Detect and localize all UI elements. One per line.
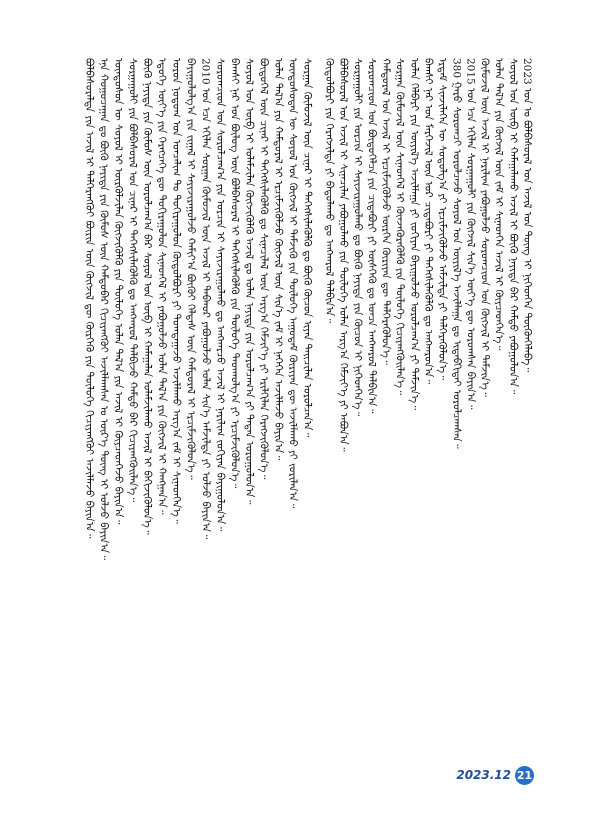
text-line: ᠰᠤᠷᠤᠭᠴᠢᠳ ᠤᠨ ᠪᠦᠲᠦᠭᠡᠯᠴᠡ ᠶᠢᠨ ᠴᠢᠳᠠᠪᠤᠷᠢ ᠶᠢ ᠥᠰᠭᠡᠬᠦ ᠳᠤ ᠣᠨᠴᠠ ᠠᠩᠬᠠᠷᠤᠯ ᠲᠠᠯᠪᠢᠨ᠎ᠠ᠃: [365, 58, 378, 414]
page-footer: [456, 764, 534, 786]
text-column-right: [323, 58, 533, 754]
text-line: ᠦᠨᠳᠦᠰᠦᠨ ᠦ ᠰᠣᠶᠣᠯ ᠢ ᠦᠷᠭᠦᠯᠵᠢᠯᠡᠨ ᠬᠥᠭᠵᠢᠭᠦᠯᠬᠦ ᠶᠢᠨ ᠲᠥᠯᠥᠭᠡ ᠣᠯᠠᠨ ᠲᠠᠯ᠎ᠠ ᠶᠢᠨ ᠠᠵᠢᠯ ᠢ ᠭᠦᠶᠴᠡᠳᠭᠡᠵᠦ ᠪᠠᠶᠢᠨ᠎ᠠ᠃: [112, 58, 125, 525]
text-line: 2023 ᠣᠨ ᠤ ᠪᠣᠯᠪᠠᠰᠤᠷᠠᠯ ᠤᠨ ᠠᠵᠢᠯ ᠤᠨ ᠳᠦᠩ ᠢ ᠨᠢᠭᠡᠳᠬᠡᠨ ᠳᠦᠭᠦᠨᠭᠡᠯᠡᠪᠡ᠃: [520, 58, 533, 373]
text-line: ᠡᠨᠡ ᠬᠤᠭᠤᠴᠠᠭᠠᠨ ᠳᠤ ᠪᠦᠬᠦ ᠨᠡᠶᠢᠲᠡ ᠶᠢᠨ ᠬᠦᠮᠦᠰ ᠦᠨ ᠬᠠᠮᠳᠤᠪᠡᠷ ᠬᠢᠴᠢᠶᠡᠩᠭᠦᠢ ᠠᠵᠢᠯᠯᠠᠭᠰᠠᠨ ᠤ ᠦᠷ᠎ᠡ ᠳᠦᠩ ᠢ ᠣᠯᠵᠤ ᠪᠠᠶᠢᠨ᠎ᠠ᠃: [97, 58, 110, 560]
text-line: ᠰᠤᠷᠭᠠᠭᠤᠯᠢ ᠶᠢᠨ ᠪᠣᠯᠪᠠᠰᠤᠷᠠᠯ ᠤᠨ ᠴᠢᠨᠠᠷ ᠢ ᠳᠡᠭᠡᠭᠰᠢᠯᠡᠭᠦᠯᠬᠦ ᠳᠤ ᠠᠩᠬᠠᠷᠤᠯ ᠲᠠᠯᠪᠢᠵᠤ ᠬᠠᠮᠲᠤ ᠪᠡᠷ ᠬᠢᠴᠢᠶᠡᠩᠭᠦᠢᠯᠡᠨ᠎ᠡ᠃: [126, 58, 139, 503]
text-line: 2010 ᠣᠨ ᠡᠴᠡ ᠡᠬᠢᠯᠡᠨ ᠰᠤᠷᠭᠠᠨ ᠬᠦᠮᠦᠵᠢᠯ ᠦᠨ ᠠᠵᠢᠯ ᠢ ᠳᠠᠪᠬᠤᠷ ᠶᠠᠪᠤᠭᠤᠯᠵᠤ ᠣᠯᠠᠨ ᠰᠢᠨ᠎ᠡ ᠠᠮᠵᠢᠯᠲᠠ ᠶᠢ ᠣᠯᠵᠤ ᠪᠠᠶᠢᠨ᠎ᠠ᠃: [199, 58, 212, 540]
text-line: ᠣᠯᠠᠨ ᠲᠠᠯ᠎ᠠ ᠶᠢᠨ ᠬᠠᠮᠲᠤᠷᠠᠯ ᠢ ᠡᠷᠴᠢᠮᠵᠢᠭᠦᠯᠵᠦ ᠬᠥᠭᠵᠢᠯ ᠦᠨ ᠰᠢᠨ᠎ᠡ ᠵᠠᠮ ᠢ ᠨᠡᠭᠡᠭᠡᠨ ᠠᠵᠢᠯᠯᠠᠵᠤ ᠪᠠᠶᠢᠨ᠎ᠠ᠃: [271, 58, 284, 461]
text-line: ᠣᠯᠠᠨ ᠲᠠᠯ᠎ᠠ ᠶᠢᠨ ᠬᠥᠭᠵᠢᠯ ᠦᠨ ᠵᠠᠮ ᠢ ᠰᠢᠨᠡᠳᠭᠡᠨ ᠠᠵᠢᠯ ᠢ ᠭᠦᠶᠴᠡᠳᠭᠡᠨ᠎ᠡ᠃: [492, 58, 505, 351]
text-line: ᠰᠤᠷᠭᠠᠨ ᠬᠦᠮᠦᠵᠢᠯ ᠦᠨ ᠴᠢᠨᠠᠷ ᠢ ᠳᠡᠭᠡᠭᠰᠢᠯᠡᠭᠦᠯᠬᠦ ᠳᠤ ᠪᠦᠬᠦ ᠬᠦᠴᠦᠨ ᠢᠶᠡᠨ ᠳᠠᠢᠴᠢᠯᠠᠨ ᠣᠷᠣᠯᠴᠠᠨ᠎ᠠ᠃: [300, 58, 313, 438]
text-column-left: [83, 58, 313, 754]
text-line: ᠬᠦᠮᠦᠵᠢᠯ ᠦᠨ ᠠᠵᠢᠯ ᠢ ᠨᠠᠷᠢᠯᠢᠭ ᠶᠠᠪᠤᠭᠤᠯᠵᠤ ᠰᠤᠷᠤᠭᠴᠢᠳ ᠤᠨ ᠬᠥᠭᠵᠢᠯ ᠢ ᠳᠡᠮᠵᠢᠨ᠎ᠡ᠃: [478, 58, 491, 397]
text-line: ᠬᠠᠮᠲᠤᠷᠠᠯ ᠤᠨ ᠠᠵᠢᠯ ᠢ ᠡᠷᠴᠢᠮᠵᠢᠭᠦᠯᠵᠦ ᠥᠷᠭᠡᠨ ᠬᠦᠷᠢᠶᠡᠨ ᠳᠦ ᠳᠡᠯᠭᠡᠷᠡᠭᠦᠯᠦᠨ᠎ᠡ᠃: [379, 58, 392, 365]
page-number-badge: 21: [515, 766, 534, 785]
text-line: ᠰᠣᠶᠣᠯ ᠤᠨ ᠥᠪ ᠢ ᠤᠯᠠᠮᠵᠢᠯᠠᠨ ᠬᠥᠭᠵᠢᠭᠦᠯᠬᠦ ᠠᠵᠢᠯ ᠳᠤ ᠣᠯᠠᠨ ᠨᠡᠶᠢᠲᠡ ᠶᠢᠨ ᠣᠷᠣᠯᠴᠠᠭ᠎ᠠ ᠶᠢ ᠲᠠᠲᠠᠨ ᠣᠷᠣᠭᠤᠯᠤᠨ᠎ᠠ᠃: [242, 58, 255, 505]
text-line: ᠰᠤᠷᠭᠠᠨ ᠬᠦᠮᠦᠵᠢᠯ ᠦᠨ ᠰᠢᠨᠡᠳᠬᠡᠯ ᠢ ᠭᠦᠨᠵᠡᠭᠦᠷᠡᠭᠦᠯᠬᠦ ᠶᠢᠨ ᠲᠥᠯᠥᠭᠡ ᠬᠢᠴᠢᠶᠡᠩᠭᠦᠢᠯᠡᠨ᠎ᠡ᠃: [393, 58, 406, 395]
text-line: ᠣᠯᠠᠨ ᠬᠡᠯᠪᠡᠷᠢ ᠶᠢᠨ ᠦᠶᠢᠯ᠎ᠡ ᠠᠵᠢᠯᠯᠠᠭᠠ ᠶᠢ ᠵᠣᠬᠢᠶᠠᠨ ᠪᠠᠶᠢᠭᠤᠯᠵᠤ ᠣᠷᠣᠯᠴᠠᠭ᠎ᠠ ᠶᠢ ᠳᠡᠮᠵᠢᠨ᠎ᠡ᠃: [407, 58, 420, 411]
text-line: ᠪᠦᠬᠦ ᠨᠡᠶᠢᠲᠡ ᠶᠢᠨ ᠬᠦᠮᠦᠰ ᠦᠨ ᠣᠷᠣᠯᠴᠠᠭ᠎ᠠ ᠪᠡᠷ ᠰᠣᠶᠣᠯ ᠤᠨ ᠥᠪ ᠢ ᠬᠠᠮᠠᠭᠠᠯᠠᠨ ᠤᠯᠠᠮᠵᠢᠯᠠᠬᠤ ᠠᠵᠢᠯ ᠢ ᠪᠡᠬᠢᠵᠢᠭᠦᠯᠦᠨ᠎ᠡ᠃: [141, 58, 154, 535]
text-line: ᠡᠷᠳᠡᠮ ᠰᠢᠨᠵᠢᠯᠡᠭᠡᠨ ᠦ ᠰᠤᠳᠤᠯᠭ᠎ᠠ ᠶᠢ ᠡᠷᠴᠢᠮᠵᠢᠭᠦᠯᠵᠦ ᠠᠮᠵᠢᠯᠲᠠ ᠶᠢ ᠳᠡᠯᠭᠡᠷᠡᠭᠦᠯᠦᠨ᠎ᠡ᠃: [436, 58, 449, 381]
text-line: ᠰᠤᠷᠭᠠᠭᠤᠯᠢ ᠶᠢᠨ ᠣᠷᠴᠢᠨ ᠢ ᠰᠠᠶᠢᠵᠢᠷᠠᠭᠤᠯᠬᠤ ᠳᠤ ᠪᠦᠬᠦ ᠨᠡᠶᠢᠲᠡ ᠶᠢᠨ ᠬᠦᠴᠦᠨ ᠢ ᠨᠢᠭᠡᠳᠭᠡᠨ᠎ᠡ᠃: [351, 58, 364, 417]
text-line: ᠰᠤᠷᠤᠭᠴᠢᠳ ᠤᠨ ᠰᠤᠷᠤᠯᠴᠠᠭ᠎ᠠ ᠶᠢᠨ ᠣᠷᠴᠢᠨ ᠢ ᠰᠠᠶᠢᠵᠢᠷᠠᠭᠤᠯᠬᠤ ᠳᠤ ᠠᠩᠬᠠᠷᠴᠤ ᠠᠵᠢᠯ ᠢ ᠨᠠᠷᠢᠯᠢᠭ ᠵᠣᠬᠢᠶᠠᠨ ᠪᠠᠶᠢᠭᠤᠯᠤᠨ᠎ᠠ᠃: [213, 58, 226, 532]
text-line: ᠦᠨᠳᠦᠰᠦᠲᠡᠨ ᠦ ᠰᠣᠶᠣᠯ ᠤᠨ ᠬᠥᠭᠵᠢᠯ ᠢ ᠳᠡᠮᠵᠢᠬᠦ ᠶᠢᠨ ᠲᠥᠯᠥᠭᠡ ᠠᠭᠤᠳᠠᠮ ᠬᠦᠷᠢᠶᠡᠨ ᠳᠦ ᠠᠵᠢᠯᠯᠠᠬᠤ ᠶᠢ ᠵᠣᠷᠢᠯᠠᠨ᠎ᠠ᠃: [286, 58, 299, 509]
text-line: ᠪᠦᠲᠦᠭᠡᠯ ᠦᠨ ᠴᠢᠨᠠᠷ ᠢ ᠳᠡᠭᠡᠭᠰᠢᠯᠡᠭᠦᠯᠬᠦ ᠳᠤ ᠰᠢᠨᠡᠴᠢᠯᠡᠯ ᠦᠨ ᠠᠷᠭ᠎ᠠ ᠬᠡᠮᠵᠢᠶ᠎ᠡ ᠶᠢ ᠡᠷᠢᠯᠬᠢᠯᠡᠨ ᠬᠡᠷᠡᠭᠵᠢᠭᠦᠯᠦᠨ᠎ᠡ᠃: [257, 58, 270, 480]
text-line: 380 ᠭᠠᠷᠤ ᠰᠤᠷᠤᠭᠴᠢ ᠣᠷᠣᠯᠴᠠᠵᠤ ᠰᠣᠶᠣᠯ ᠤᠨ ᠦᠶᠢᠯ᠎ᠡ ᠠᠵᠢᠯᠯᠠᠭᠠ ᠳᠤ ᠢᠳᠡᠪᠬᠢᠲᠡᠶ ᠣᠷᠣᠯᠴᠠᠭᠰᠠᠨ᠃: [450, 58, 463, 449]
text-line: ᠪᠠᠶᠢᠭᠤᠯᠤᠯᠭ᠎ᠠ ᠶᠢᠨ ᠵᠢᠭᠠᠯ ᠢ ᠰᠠᠶᠢᠵᠢᠷᠠᠭᠤᠯᠵᠤ ᠬᠠᠮᠢᠶ᠎ᠠ ᠪᠦᠬᠦᠢ ᠬᠡᠯᠲᠡᠰ ᠦᠨ ᠬᠠᠮᠲᠤᠷᠠᠯ ᠢ ᠡᠷᠴᠢᠮᠵᠢᠭᠦᠯᠦᠨ᠎ᠡ᠃: [184, 58, 197, 480]
text-line: ᠪᠣᠯᠪᠠᠰᠤᠷᠠᠯ ᠤᠨ ᠠᠵᠢᠯ ᠢ ᠰᠢᠨᠡᠴᠢᠯᠡᠨ ᠶᠠᠪᠤᠭᠤᠯᠬᠤ ᠶᠢᠨ ᠲᠥᠯᠥᠭᠡ ᠣᠯᠠᠨ ᠠᠷᠭ᠎ᠠ ᠬᠡᠮᠵᠢᠶ᠎ᠡ ᠶᠢ ᠠᠪᠤᠨ᠎ᠠ᠃: [337, 58, 350, 452]
text-line: ᠪᠣᠯᠪᠠᠰᠤᠷᠠᠯᠳᠠ ᠶᠢᠨ ᠠᠵᠢᠯ ᠢ ᠳᠡᠯᠭᠡᠷᠡᠩᠭᠦᠢ ᠪᠦᠷᠢᠨ ᠦᠨ ᠬᠥᠭᠵᠢᠯ ᠳᠦ ᠬᠦᠷᠭᠡᠬᠦ ᠶᠢᠨ ᠲᠥᠯᠥᠭᠡ ᠬᠢᠴᠢᠶᠡᠩᠭᠦᠢ ᠠᠵᠢᠯᠯᠠᠵᠤ ᠪᠠᠶᠢᠨ᠎ᠠ᠃: [83, 58, 95, 539]
text-line: ᠣᠷᠣᠨ ᠨᠤᠲᠤᠭ ᠤᠨ ᠣᠨᠴᠠᠯᠢᠭ ᠲᠤ ᠲᠣᠬᠢᠷᠠᠭᠤᠯᠤᠨ ᠬᠥᠲᠦᠯᠪᠦᠷᠢ ᠶᠢ ᠲᠣᠭᠲᠠᠭᠠᠵᠤ ᠠᠵᠢᠯᠯᠠᠬᠤ ᠠᠷᠭ᠎ᠠ ᠵᠠᠮ ᠢ ᠰᠢᠨᠡᠳᠭᠡᠨ᠎ᠡ᠃: [170, 58, 183, 524]
text-line: ᠪᠠᠭᠰᠢ ᠨᠠᠷ ᠤᠨ ᠪᠦᠯᠦᠭ ᠦᠨ ᠪᠣᠯᠪᠠᠰᠤᠷᠠᠯ ᠢ ᠳᠡᠭᠡᠭᠰᠢᠯᠡᠭᠦᠯᠬᠦ ᠶᠢᠨ ᠲᠥᠯᠥᠭᠡ ᠳᠠᠳᠬᠤᠯᠭ᠎ᠠ ᠶᠢ ᠡᠷᠴᠢᠮᠵᠢᠭᠦᠯᠦᠨ᠎ᠡ᠃: [228, 58, 241, 489]
text-line: ᠡᠳᠦᠭᠡ ᠦᠶ᠎ᠡ ᠶᠢᠨ ᠬᠡᠷᠡᠭᠴᠡᠭᠡ ᠳᠦ ᠲᠣᠬᠢᠷᠠᠭᠤᠯᠤᠨ ᠰᠢᠨᠡᠳᠬᠡᠯ ᠢ ᠶᠠᠪᠤᠭᠤᠯᠵᠤ ᠣᠯᠠᠨ ᠲᠠᠯ᠎ᠠ ᠶᠢᠨ ᠬᠥᠭᠵᠢᠯ ᠢ ᠬᠠᠩᠭᠠᠨ᠎ᠠ᠃: [155, 58, 168, 515]
issue-date: 2023.12: [456, 768, 511, 782]
text-line: ᠰᠣᠶᠣᠯ ᠤᠨ ᠥᠪ ᠢ ᠬᠠᠮᠠᠭᠠᠯᠠᠬᠤ ᠠᠵᠢᠯ ᠢ ᠪᠦᠬᠦ ᠨᠡᠶᠢᠲᠡ ᠪᠡᠷ ᠬᠠᠮᠲᠤ ᠶᠠᠪᠤᠭᠤᠯᠤᠨ᠎ᠠ᠃: [506, 58, 519, 395]
text-line: ᠪᠠᠭᠰᠢ ᠨᠠᠷ ᠤᠨ ᠮᠡᠷᠭᠡᠵᠢᠯ ᠦᠨ ᠤᠷ ᠴᠢᠳᠠᠪᠤᠷᠢ ᠶᠢ ᠳᠡᠭᠡᠭᠰᠢᠯᠡᠭᠦᠯᠬᠦ ᠳᠤ ᠠᠩᠬᠠᠷᠤᠨ᠎ᠠ᠃: [421, 58, 434, 385]
text-line: ᠬᠥᠲᠦᠯᠪᠦᠷᠢ ᠶᠢᠨ ᠬᠡᠷᠡᠭᠵᠢᠯᠲᠡ ᠶᠢ ᠪᠠᠲᠤᠯᠠᠬᠤ ᠳᠤ ᠠᠩᠬᠠᠷᠤᠯ ᠲᠠᠯᠪᠢᠨ᠎ᠠ᠃: [323, 58, 335, 324]
text-line: 2015 ᠣᠨ ᠡᠴᠡ ᠡᠬᠢᠯᠡᠨ ᠰᠤᠷᠭᠠᠭᠤᠯᠢ ᠶᠢᠨ ᠬᠥᠭᠵᠢᠯ ᠰᠢᠨ᠎ᠡ ᠦᠶ᠎ᠡ ᠳᠦ ᠣᠷᠣᠭᠰᠠᠨ ᠪᠠᠶᠢᠨ᠎ᠠ᠃: [464, 58, 477, 410]
